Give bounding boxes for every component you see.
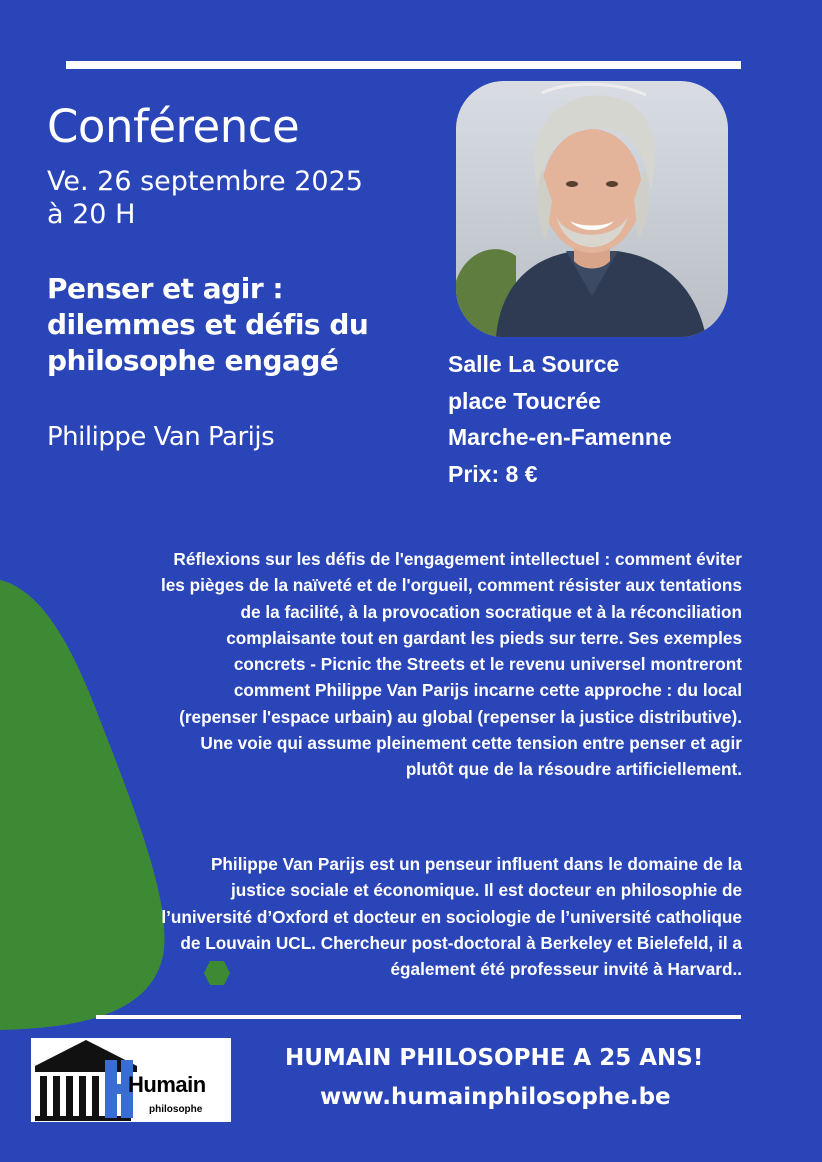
event-description	[42, 546, 742, 783]
bio-line: également été professeur invité à Harvard..	[390, 959, 742, 980]
anniversary-banner: HUMAIN PHILOSOPHE A 25 ANS!	[285, 1045, 704, 1071]
venue-name: Salle La Source	[448, 351, 620, 377]
date-line: Ve. 26 septembre 2025	[47, 166, 363, 197]
bottom-divider	[96, 1015, 741, 1019]
bio-line: justice sociale et économique. Il est docteur en philosophie de	[231, 880, 742, 901]
bio-line: Philippe Van Parijs est un penseur influent dans le domaine de la	[210, 854, 742, 874]
description-line: Réflexions sur les défis de l'engagement intellectuel : comment éviter	[173, 549, 742, 569]
venue-info	[448, 346, 672, 492]
hexagon-decoration	[203, 960, 231, 986]
bio-line: de Louvain UCL. Chercheur post-doctoral à Berkeley et Bielefeld, il a	[180, 932, 742, 953]
talk-title-line: philosophe engagé	[47, 344, 339, 377]
speaker-name: Philippe Van Parijs	[47, 422, 275, 452]
venue-city: Marche-en-Famenne	[448, 424, 672, 450]
description-line: complaisante tout en gardant les pieds sur terre. Ses exemples	[226, 627, 742, 648]
description-line: comment Philippe Van Parijs incarne cette approche : du local	[233, 680, 742, 701]
talk-title-line: Penser et agir :	[47, 272, 284, 305]
description-line: Une voie qui assume pleinement cette tension entre penser et agir	[200, 733, 742, 754]
logo-wordmark: Humain	[128, 1072, 206, 1097]
bio-line: l’université d’Oxford et docteur en sociologie de l’université catholique	[161, 906, 742, 927]
ticket-price: Prix: 8 €	[448, 460, 538, 487]
talk-title	[47, 271, 427, 379]
humain-philosophe-logo	[31, 1038, 231, 1122]
description-line: de la facilité, à la provocation socratique et à la réconciliation	[240, 601, 742, 622]
event-date	[47, 165, 363, 231]
venue-street: place Toucrée	[448, 387, 601, 414]
logo-subtitle: philosophe	[149, 1104, 203, 1115]
speaker-photo	[456, 81, 728, 337]
description-line: plutôt que de la résoudre artificiellement.	[405, 759, 742, 780]
talk-title-line: dilemmes et défis du	[47, 308, 369, 341]
time-line: à 20 H	[47, 199, 136, 230]
description-line: les pièges de la naïveté et de l'orgueil, comment résister aux tentations	[160, 575, 742, 596]
website-link[interactable]: www.humainphilosophe.be	[320, 1084, 671, 1110]
description-line: concrets - Picnic the Streets et le revenu universel montreront	[233, 654, 742, 675]
event-type-title: Conférence	[47, 100, 300, 153]
top-divider	[66, 61, 741, 69]
speaker-bio	[42, 851, 742, 982]
description-line: (repenser l'espace urbain) au global (repenser la justice distributive).	[179, 706, 742, 727]
